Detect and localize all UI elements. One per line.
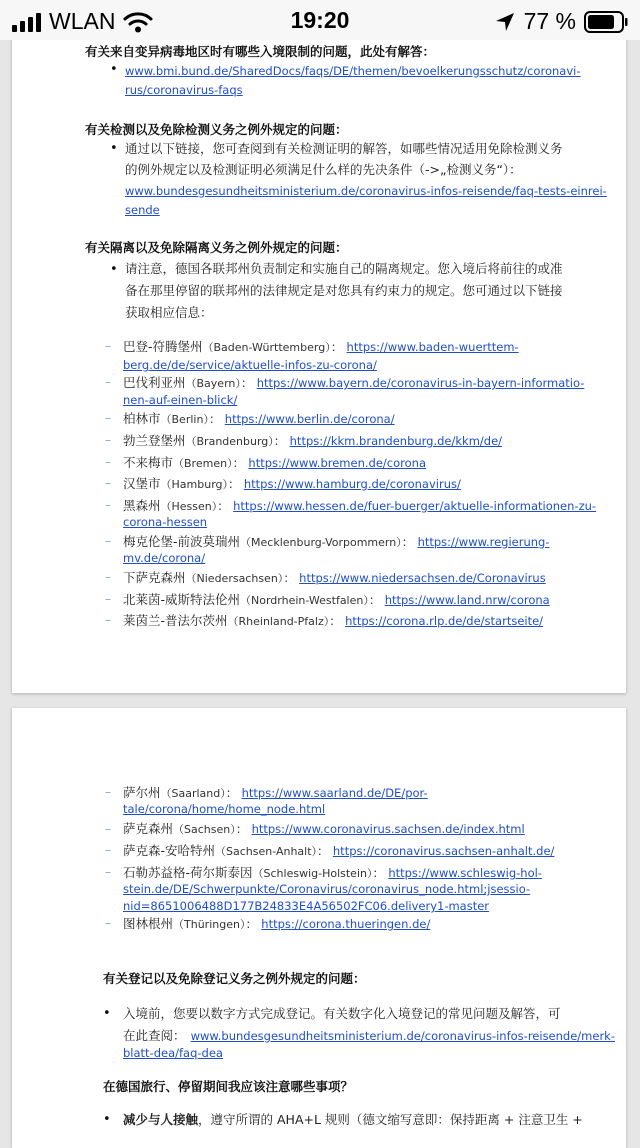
separator: ： xyxy=(368,593,381,607)
state-link[interactable]: https://www.land.nrw/corona xyxy=(384,593,550,607)
state-name-de: （Bremen） xyxy=(173,457,233,470)
list-item xyxy=(123,374,584,393)
state-name-de: （Bayern） xyxy=(185,377,241,390)
battery-percentage: 77 % xyxy=(523,8,576,34)
state-name-de: （Berlin） xyxy=(160,413,209,426)
state-link[interactable]: https://corona.thueringen.de/ xyxy=(261,917,431,931)
state-link-cont[interactable]: tale/corona/home/home_node.html xyxy=(123,802,326,816)
list-dash: – xyxy=(105,570,111,584)
separator: ： xyxy=(232,456,245,470)
list-dash: – xyxy=(105,498,111,512)
state-link[interactable]: https://www.bayern.de/coronavirus-in-bayern-informatio- xyxy=(256,376,585,390)
registration-faq-link[interactable]: www.bundesgesundheitsministerium.de/coronavirus-infos-reisende/merk- xyxy=(190,1029,615,1043)
list-dash: – xyxy=(105,375,111,389)
list-item xyxy=(123,820,525,839)
registration-text: 在此查阅： xyxy=(123,1028,186,1043)
state-link[interactable]: https://www.berlin.de/corona/ xyxy=(224,412,395,426)
section-heading-variant-areas: 有关来自变异病毒地区时有哪些入境限制的问题，此处有解答： xyxy=(85,44,436,59)
list-dash: – xyxy=(105,916,111,930)
list-dash: – xyxy=(105,843,111,857)
list-item xyxy=(123,842,554,861)
list-item xyxy=(123,410,395,429)
state-name: 萨克森州 xyxy=(123,821,174,836)
registration-faq-link-cont[interactable]: blatt-dea/faq-dea xyxy=(123,1046,223,1060)
state-name-de: （Sachsen） xyxy=(173,823,236,836)
separator: ： xyxy=(283,571,296,585)
separator: ： xyxy=(217,499,230,513)
separator: ： xyxy=(317,844,330,858)
state-name: 萨克森-安哈特州 xyxy=(123,843,216,858)
state-link[interactable]: https://coronavirus.sachsen-anhalt.de/ xyxy=(332,844,555,858)
list-dash: – xyxy=(105,411,111,425)
state-name: 柏林市 xyxy=(123,411,161,426)
state-name-de: （Brandenburg） xyxy=(185,435,274,448)
state-link-cont[interactable]: berg.de/de/service/aktuelle-infos-zu-corona/ xyxy=(123,358,377,372)
list-item xyxy=(123,475,461,494)
bullet: • xyxy=(110,262,118,277)
state-name: 梅克伦堡-前波莫瑞州 xyxy=(123,534,241,549)
quarantine-paragraph-line3: 获取相应信息： xyxy=(125,305,213,320)
state-name-de: （Rheinland-Pfalz） xyxy=(227,615,330,628)
battery-icon xyxy=(584,11,628,33)
state-link[interactable]: https://www.hessen.de/fuer-buerger/aktuelle-informationen-zu- xyxy=(233,499,597,513)
list-dash: – xyxy=(105,433,111,447)
list-dash: – xyxy=(105,592,111,606)
state-name-de: （Thüringen） xyxy=(173,918,246,931)
status-bar xyxy=(0,0,640,40)
bmi-faq-link-cont[interactable]: rus/coronavirus-faqs xyxy=(125,83,243,97)
separator: ： xyxy=(372,866,385,880)
quarantine-paragraph-line2: 备在那里停留的联邦州的法律规定是对您具有约束力的规定。您可通过以下链接 xyxy=(125,283,563,298)
state-link[interactable]: https://kkm.brandenburg.de/kkm/de/ xyxy=(289,434,503,448)
state-name: 勃兰登堡州 xyxy=(123,433,186,448)
list-item xyxy=(123,432,502,451)
state-name: 黑森州 xyxy=(123,498,161,513)
state-name-de: （Nordrhein-Westfalen） xyxy=(240,594,369,607)
state-name: 图林根州 xyxy=(123,916,174,931)
separator: ： xyxy=(225,786,238,800)
state-link[interactable]: https://www.regierung- xyxy=(417,535,550,549)
list-dash: – xyxy=(105,534,111,548)
state-name: 北莱茵-威斯特法伦州 xyxy=(123,592,241,607)
document-page-2[interactable] xyxy=(12,708,626,1148)
list-dash: – xyxy=(105,822,111,836)
list-dash: – xyxy=(105,613,111,627)
separator: ： xyxy=(329,614,342,628)
state-name-de: （Hessen） xyxy=(160,500,218,513)
testing-paragraph-line2: 的例外规定以及检测证明必须满足什么样的先决条件（->„检测义务“）： xyxy=(125,162,522,177)
state-name: 巴伐利亚州 xyxy=(123,375,186,390)
state-name-de: （Sachsen-Anhalt） xyxy=(215,845,318,858)
location-arrow-icon xyxy=(494,11,516,33)
state-link-cont[interactable]: corona-hessen xyxy=(123,515,208,529)
separator: ： xyxy=(330,340,343,354)
contact-bold-lead: 减少与人接触 xyxy=(123,1112,199,1127)
list-item xyxy=(123,454,426,473)
section-heading-travel-in-germany: 在德国旅行、停留期间我应该注意哪些事项？ xyxy=(103,1079,354,1094)
separator: ： xyxy=(401,535,414,549)
state-name-de: （Schleswig-Holstein） xyxy=(252,867,373,880)
list-dash: – xyxy=(105,455,111,469)
state-name: 萨尔州 xyxy=(123,785,161,800)
state-name-de: （Mecklenburg-Vorpommern） xyxy=(240,536,402,549)
state-name-de: （Saarland） xyxy=(160,787,226,800)
separator: ： xyxy=(228,477,241,491)
bullet: • xyxy=(110,62,118,77)
bullet: • xyxy=(103,1112,111,1127)
separator: ： xyxy=(273,434,286,448)
state-link[interactable]: https://www.schleswig-hol- xyxy=(388,866,542,880)
separator: ： xyxy=(245,917,258,931)
state-link[interactable]: https://www.coronavirus.sachsen.de/index.html xyxy=(251,822,525,836)
state-name: 石勒苏益格-荷尔斯泰因 xyxy=(123,865,253,880)
contact-paragraph-line1 xyxy=(123,1109,583,1130)
list-item xyxy=(123,864,542,883)
bullet: • xyxy=(110,141,118,156)
list-dash: – xyxy=(105,865,111,879)
document-page-1[interactable] xyxy=(12,0,626,693)
list-item xyxy=(123,612,543,631)
list-item xyxy=(123,591,550,610)
testing-faq-link-cont[interactable]: sende xyxy=(125,203,160,217)
quarantine-paragraph-line1: 请注意，德国各联邦州负责制定和实施自己的隔离规定。您入境后将前往的或准 xyxy=(125,261,563,276)
state-link-cont[interactable]: nen-auf-einen-blick/ xyxy=(123,393,238,407)
state-name-de: （Niedersachsen） xyxy=(185,572,284,585)
state-name: 巴登-符腾堡州 xyxy=(123,339,203,354)
state-name-de: （Hamburg） xyxy=(160,478,229,491)
testing-paragraph-line1: 通过以下链接，您可查阅到有关检测证明的解答，如哪些情况适用免除检测义务 xyxy=(125,141,563,156)
carrier-label: WLAN xyxy=(49,8,116,34)
registration-paragraph-line2 xyxy=(123,1025,615,1046)
state-link-cont[interactable]: nid=8651006488D177B24833E4A56502FC06.delivery1-master xyxy=(123,899,490,913)
separator: ： xyxy=(235,822,248,836)
state-link[interactable]: https://www.bremen.de/corona xyxy=(248,456,426,470)
state-link[interactable]: https://www.hamburg.de/coronavirus/ xyxy=(243,477,461,491)
list-dash: – xyxy=(105,339,111,353)
section-heading-testing: 有关检测以及免除检测义务之例外规定的问题： xyxy=(85,122,348,137)
state-link[interactable]: https://www.saarland.de/DE/por- xyxy=(241,786,428,800)
list-dash: – xyxy=(105,476,111,490)
list-item xyxy=(123,784,428,803)
section-heading-quarantine: 有关隔离以及免除隔离义务之例外规定的问题： xyxy=(85,240,348,255)
section-heading-registration: 有关登记以及免除登记义务之例外规定的问题： xyxy=(103,971,366,986)
state-link[interactable]: https://corona.rlp.de/de/startseite/ xyxy=(345,614,544,628)
state-name: 下萨克森州 xyxy=(123,570,186,585)
state-link-cont[interactable]: stein.de/DE/Schwerpunkte/Coronavirus/coronavirus_node.html;jsessio- xyxy=(123,882,531,896)
state-name: 汉堡市 xyxy=(123,476,161,491)
state-link-cont[interactable]: mv.de/corona/ xyxy=(123,551,206,565)
list-item xyxy=(123,533,549,552)
contact-text: ，遵守所谓的 AHA+L 规则（德文缩写意即：保持距离 + 注意卫生 + xyxy=(198,1112,583,1127)
state-link[interactable]: https://www.baden-wuerttem- xyxy=(346,340,519,354)
list-item xyxy=(123,915,430,934)
clock: 19:20 xyxy=(290,7,350,33)
list-item xyxy=(123,497,596,516)
state-name: 莱茵兰-普法尔茨州 xyxy=(123,613,228,628)
list-item xyxy=(123,569,546,588)
separator: ： xyxy=(208,412,221,426)
list-dash: – xyxy=(105,785,111,799)
state-link[interactable]: https://www.niedersachsen.de/Coronavirus xyxy=(299,571,546,585)
testing-faq-link[interactable]: www.bundesgesundheitsministerium.de/coronavirus-infos-reisende/faq-tests-einrei- xyxy=(125,184,607,198)
state-name-de: （Baden-Württemberg） xyxy=(202,341,331,354)
state-name: 不来梅市 xyxy=(123,455,174,470)
bullet: • xyxy=(103,1006,111,1021)
registration-paragraph-line1: 入境前，您要以数字方式完成登记。有关数字化入境登记的常见问题及解答，可 xyxy=(123,1006,561,1021)
separator: ： xyxy=(240,376,253,390)
list-item xyxy=(123,338,519,357)
bmi-faq-link[interactable]: www.bmi.bund.de/SharedDocs/faqs/DE/themen/bevoelkerungsschutz/coronavi- xyxy=(125,64,581,78)
